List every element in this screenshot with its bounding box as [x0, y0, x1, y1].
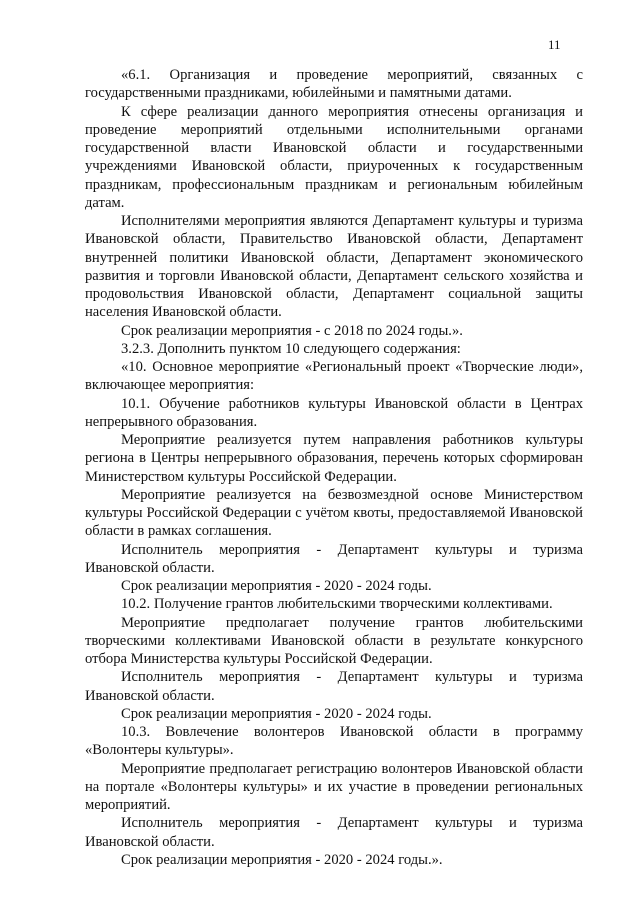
page-number: 11 [548, 37, 561, 52]
paragraph: Исполнитель мероприятия - Департамент культуры и туризма Ивановской области. [85, 815, 583, 850]
paragraph: 10.2. Получение грантов любительскими творческими коллективами. [121, 596, 553, 613]
paragraph: Исполнитель мероприятия - Департамент культуры и туризма Ивановской области. [85, 669, 583, 704]
paragraph: Срок реализации мероприятия - с 2018 по 2024 годы.». [121, 322, 463, 339]
paragraph: 3.2.3. Дополнить пунктом 10 следующего содержания: [121, 340, 461, 357]
paragraph: Срок реализации мероприятия - 2020 - 2024 годы. [121, 705, 432, 722]
paragraph: «10. Основное мероприятие «Региональный проект «Творческие люди», включающее мероприятия: [85, 359, 583, 394]
document-body [85, 66, 583, 869]
paragraph: 10.1. Обучение работников культуры Ивановской области в Центрах непрерывного образования. [85, 395, 583, 430]
paragraph: Срок реализации мероприятия - 2020 - 2024 годы. [121, 578, 432, 594]
paragraph: Исполнителями мероприятия являются Департамент культуры и туризма Ивановской области, Правительство Ивановской области, Департамент внутренней политики Ивановской области, Департамент экономического развития и торговли Ивановской области, Департамент сельского хозяйства и продовольствия Ивановской области, Департамент социальной защиты населения Ивановской области. [85, 213, 583, 321]
paragraph: Мероприятие предполагает регистрацию волонтеров Ивановской области на портале «Волонтеры культуры» и их участие в проведении региональных мероприятий. [85, 760, 583, 813]
paragraph: 10.3. Вовлечение волонтеров Ивановской области в программу «Волонтеры культуры». [85, 724, 583, 759]
paragraph: К сфере реализации данного мероприятия отнесены организация и проведение мероприятий отдельными исполнительными органами государственной власти Ивановской области и государственными учреждениями Ивановской области, приуроченных к государственным праздникам, профессиональным праздникам и региональным юбилейным датам. [85, 103, 583, 211]
paragraph: Мероприятие реализуется путем направления работников культуры региона в Центры непрерывного образования, перечень которых сформирован Министерством культуры Российской Федерации. [85, 432, 583, 485]
paragraph: Мероприятие реализуется на безвозмездной основе Министерством культуры Российской Федерации с учётом квоты, предоставляемой Ивановской области в рамках соглашения. [85, 486, 583, 540]
paragraph: Исполнитель мероприятия - Департамент культуры и туризма Ивановской области. [85, 541, 583, 576]
paragraph: Срок реализации мероприятия - 2020 - 2024 годы.». [121, 851, 443, 868]
paragraph: Мероприятие предполагает получение грантов любительскими творческими коллективами Ивановской области в результате конкурсного отбора Министерства культуры Российской Федерации. [85, 614, 583, 667]
paragraph: «6.1. Организация и проведение мероприятий, связанных с государственными праздниками, юбилейными и памятными датами. [85, 67, 583, 102]
